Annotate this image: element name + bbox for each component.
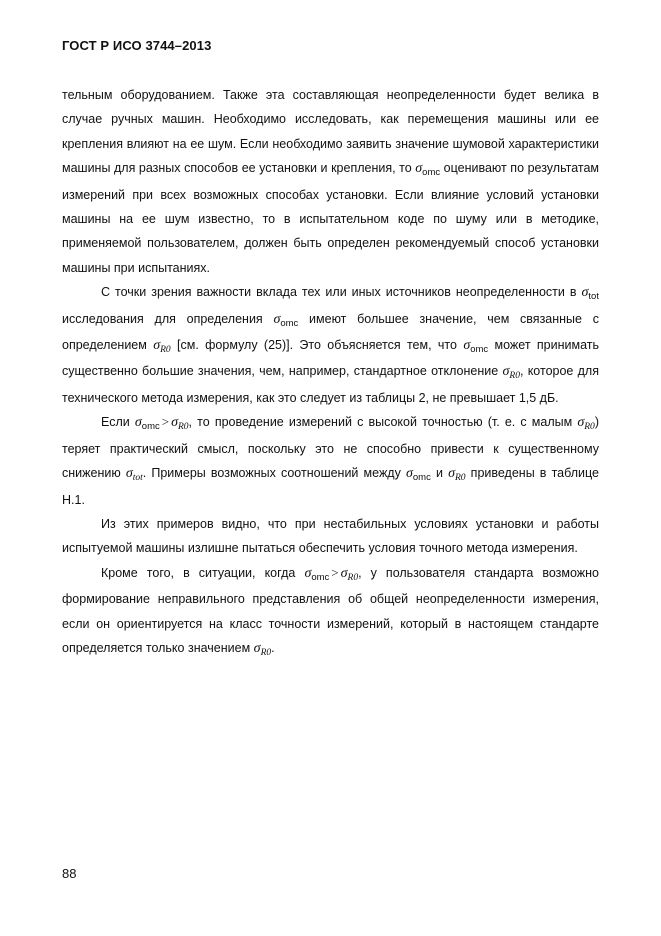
sigma-r0-symbol: $\sigma_{R0}$ (171, 415, 189, 433)
p3-text-b: , то проведение измерений с высокой точностью (т. е. с малым (188, 415, 573, 430)
document-body (62, 83, 599, 662)
p2-text-c: имеют большее значение, чем связанные с определением (62, 311, 599, 353)
sigma-omc-symbol: $\sigma_{omc}$ (134, 415, 160, 433)
sigma-omc-symbol: $\sigma_{omc}$ (405, 466, 431, 484)
p3-text-a: Если (101, 415, 130, 430)
p5-text-c: . (271, 640, 275, 655)
greater-than-operator: > (331, 564, 339, 580)
sigma-r0-symbol: $\sigma_{R0}$ (577, 415, 595, 433)
p3-text-d: . Примеры возможных соотношений между (142, 466, 401, 481)
p5-text-b: , у пользователя стандарта возможно формирование неправильного представления об общей неопределенности измерения, если он ориентируется на класс точности измерений, который в настоящем стандарте определяется только значением (62, 565, 599, 655)
p3-text-f: приведены в таблице Н.1. (62, 466, 599, 507)
sigma-tot-symbol: $\sigma_{tot}$ (581, 285, 599, 303)
paragraph-1 (62, 83, 599, 280)
p1-text-a: тельным оборудованием. Также эта составляющая неопределенности будет велика в случае ручных машин. Необходимо исследовать, как перемещения машины или ее крепления влияют на ее шум. Если необходимо заявить значение шумовой характеристики машины для разных способов ее установки и крепления, то (62, 88, 599, 176)
sigma-omc-symbol: $\sigma_{omc}$ (273, 311, 299, 329)
page-number: 88 (62, 866, 77, 881)
sigma-r0-symbol: $\sigma_{R0}$ (253, 640, 272, 658)
paragraph-2 (62, 280, 599, 410)
p5-text-a: Кроме того, в ситуации, когда (101, 565, 296, 580)
p2-text-b: исследования для определения (62, 311, 263, 326)
p3-text-e: и (435, 466, 443, 481)
sigma-r0-symbol: $\sigma_{R0}$ (448, 466, 466, 484)
sigma-r0-symbol: $\sigma_{R0}$ (502, 364, 520, 382)
p3-text-c: ) теряет практический смысл, поскольку это не способно привести к существенному снижению (62, 415, 599, 481)
p2-text-f: , которое для технического метода измерения, как это следует из таблицы 2, не превышает 1,5 дБ. (62, 364, 599, 405)
p1-text-b: оценивают по результатам измерений при всех возможных способах установки. Если влияние условий установки машины на ее шум известно, то в испытательном коде по шуму или в методике, применяемой пользователем, должен быть определен рекомендуемый способ установки машины при испытаниях. (62, 161, 599, 275)
p2-text-d: [см. формулу (25)]. Это объясняется тем, что (177, 338, 457, 353)
greater-than-operator: > (161, 414, 170, 430)
sigma-omc-symbol: $\sigma_{omc}$ (304, 565, 330, 583)
sigma-r0-symbol: $\sigma_{R0}$ (153, 338, 171, 356)
sigma-omc-symbol: $\sigma_{omc}$ (415, 161, 441, 179)
p2-text-a: С точки зрения важности вклада тех или иных источников неопределенности в (101, 285, 577, 300)
p4-text-a: Из этих примеров видно, что при нестабильных условиях установки и работы испытуемой машины излишне пытаться обеспечить условия точного метода измерения. (62, 516, 599, 556)
paragraph-4 (62, 512, 599, 561)
sigma-r0-symbol: $\sigma_{R0}$ (340, 565, 359, 583)
p2-text-e: может принимать существенно большие значения, чем, например, стандартное отклонение (62, 338, 599, 379)
sigma-tot-italic-symbol: $\sigma_{tot}$ (125, 466, 143, 484)
document-header: ГОСТ Р ИСО 3744–2013 (62, 38, 212, 53)
paragraph-5 (62, 561, 599, 663)
paragraph-3 (62, 410, 599, 512)
sigma-omc-symbol: $\sigma_{omc}$ (463, 338, 489, 356)
